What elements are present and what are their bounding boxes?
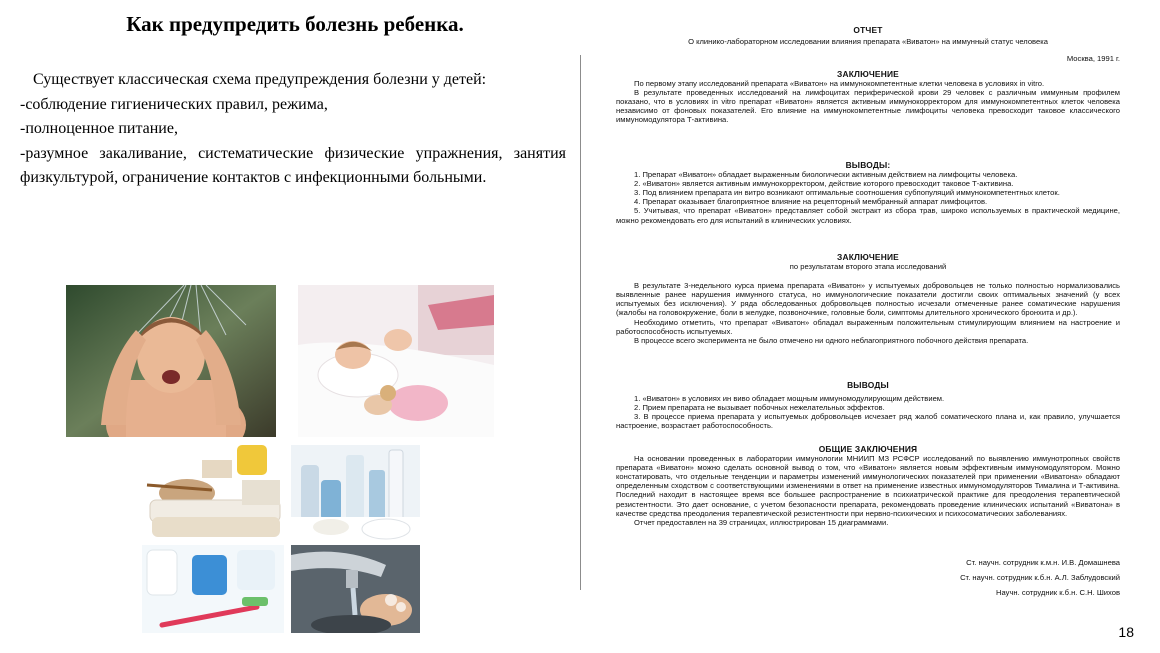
prevention-item-1: -соблюдение гигиенических правил, режима, — [20, 95, 328, 113]
report-document — [616, 18, 1120, 628]
report-title: ОТЧЕТ — [853, 25, 883, 35]
section4-item-2: 2. Прием препарата не вызывает побочных нежелательных эффектов. — [634, 403, 885, 413]
prevention-text — [20, 68, 566, 191]
section2-title: ВЫВОДЫ: — [845, 160, 891, 170]
section3-paragraph-1: В результате 3-недельного курса приема препарата «Виватон» у испытуемых добровольцев не только полностью нормализовались выявленные ранее нарушения иммунного статуса, но иммунологические показатели достигли своих оптимальных значений (у всех испытуемых без исключения). У ряда обследованных добровольцев полностью исчезали отмеченные ранее соматические нарушения (жалобы на головокружение, боли в желудке, позвоночнике, головные боли, симптомы длительного хронического бронхита и др.). — [616, 281, 1120, 318]
bath-accessories-photo — [142, 445, 286, 543]
page-number: 18 — [1118, 624, 1134, 640]
report-subtitle: О клинико-лабораторном исследовании влияния препарата «Виватон» на иммунный статус человека — [688, 37, 1048, 47]
section2-item-3: 3. Под влиянием препарата ин витро возникают оптимальные соотношения субпопуляций иммунокомпетентных клеток. — [634, 188, 1060, 198]
section2-item-4: 4. Препарат оказывает благоприятное влияние на рецепторный мембранный аппарат лимфоцитов. — [634, 197, 988, 207]
prevention-item-2: -полноценное питание, — [20, 120, 178, 137]
signature-1: Ст. научн. сотрудник к.м.н. И.В. Домашнева — [966, 558, 1120, 567]
section3-paragraph-3: В процессе всего эксперимента не было отмечено ни одного неблагоприятного побочного действия препарата. — [634, 335, 1029, 345]
report-city-year: Москва, 1991 г. — [1066, 54, 1120, 64]
signature-3: Научн. сотрудник к.б.н. С.Н. Шихов — [996, 588, 1120, 598]
section1-paragraph-2: В результате проведенных исследований на лимфоцитах периферической крови 29 человек с различным иммунным профилем показано, что в условиях in vitro препарат «Виватон» является активным иммунокорректором для иммунокомпетентных клеток человека независимо от фоновых показателей. Его влияние на иммунокомпетентные лимфоциты человека превосходит таковое классического иммуномодулятора Т-активина. — [616, 88, 1120, 125]
section4-item-1: 1. «Виватон» в условиях ин виво обладает мощным иммуномодулирующим действием. — [634, 394, 945, 404]
section1-title: ЗАКЛЮЧЕНИЕ — [837, 69, 899, 79]
section3-paragraph-2: Необходимо отметить, что препарат «Виватон» обладал выраженным положительным стимулирующим влиянием на настроение и работоспособность испытуемых. — [616, 317, 1120, 336]
intro-line: Существует классическая схема предупреждения болезни у детей: — [33, 71, 487, 88]
section5-paragraph-1: На основании проведенных в лаборатории иммунологии МНИИП МЗ РСФСР исследований по выявлению иммунотропных свойств препарата «Виватон» можно сделать основной вывод о том, что «Виватон» является новым эффективным иммуномодулятором. Можно констатировать, что отдельные тенденции и параметры изменений иммунологических показателей при применении «Виватона» обладают определенным сходством с соответствующими изменениями в ответ на применение известных иммуномодуляторов Тималина и Т-активина. Последний находит в настоящее время все большее распространение в психиатрической практике для преодоления терапевтической резистентности. Это дает основание, с учетом безопасности препарата, рекомендовать проведение клинических испытаний «Виватона» в качестве средства преодоления терапевтической резистентности при нервно-психических и психосоматических заболеваниях. — [616, 454, 1120, 518]
section4-title: ВЫВОДЫ — [847, 380, 889, 390]
boy-shower-photo — [66, 285, 276, 437]
section2-item-2: 2. «Виватон» является активным иммунокорректором, действие которого превосходит таковое Т-активина. — [634, 179, 1014, 189]
section2-item-5: 5. Учитывая, что препарат «Виватон» представляет собой экстракт из сбора трав, широко используемых в практической медицине, можно рекомендовать его для испытаний в клинических условиях. — [616, 206, 1120, 225]
handwashing-photo — [291, 545, 420, 633]
section4-item-3: 3. В процессе приема препарата у испытуемых добровольцев исчезает ряд жалоб соматического плана и, как правило, улучшается настроение, возрастает работоспособность. — [616, 412, 1120, 431]
toothbrush-photo — [142, 545, 284, 633]
section1-paragraph-1: По первому этапу исследований препарата «Виватон» на иммунокомпетентные клетки человека в условиях in vitro. — [634, 79, 1045, 89]
section3-title: ЗАКЛЮЧЕНИЕ — [837, 252, 899, 262]
hygiene-products-photo — [291, 445, 420, 543]
vertical-divider — [580, 55, 581, 590]
section2-item-1: 1. Препарат «Виватон» обладает выраженным биологически активным действием на лимфоциты человека. — [634, 170, 1018, 180]
prevention-item-3: -разумное закаливание, систематические физические упражнения, занятия физкультурой, ограничение контактов с инфекционными больными. — [20, 144, 566, 186]
signature-2: Ст. научн. сотрудник к.б.н. А.Л. Заблудовский — [960, 573, 1120, 583]
section3-subtitle: по результатам второго этапа исследований — [789, 262, 947, 272]
section5-paragraph-2: Отчет предоставлен на 39 страницах, иллюстрирован 15 диаграммами. — [634, 517, 889, 527]
slide-title: Как предупредить болезнь ребенка. — [126, 12, 464, 36]
sleeping-children-photo — [298, 285, 494, 437]
section5-title: ОБЩИЕ ЗАКЛЮЧЕНИЯ — [818, 444, 918, 454]
